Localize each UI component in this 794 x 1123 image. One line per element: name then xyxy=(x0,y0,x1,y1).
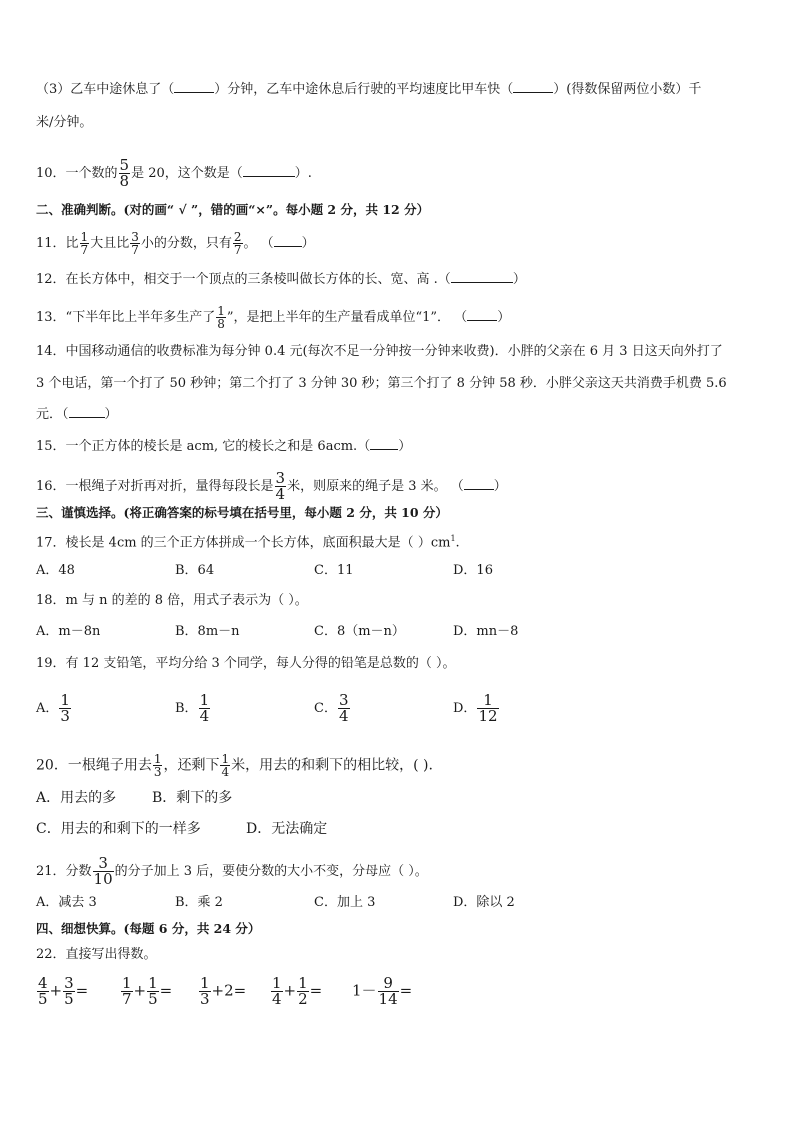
q21-option-d[interactable]: D．除以 2 xyxy=(453,895,515,910)
fraction xyxy=(199,976,211,1007)
text: （3）乙车中途休息了（ xyxy=(36,82,175,97)
expression-1 xyxy=(36,976,88,1007)
section-3-heading: 三、谨慎选择。(将正确答案的标号填在括号里，每小题 2 分，共 10 分） xyxy=(36,505,448,520)
text: . xyxy=(455,535,460,551)
label: B． xyxy=(175,701,198,716)
answer-blank[interactable] xyxy=(464,477,494,490)
text: ） xyxy=(104,407,118,422)
question-10 xyxy=(36,158,312,189)
expression-3 xyxy=(198,976,246,1007)
question-13 xyxy=(36,305,510,330)
fraction xyxy=(93,856,114,887)
operator: +2= xyxy=(211,981,247,1000)
expression-4 xyxy=(270,976,322,1007)
numerator: 3 xyxy=(64,974,74,992)
label: A． xyxy=(36,701,59,716)
numerator: 1 xyxy=(200,974,210,992)
denominator: 7 xyxy=(80,243,89,257)
text: ） xyxy=(512,272,526,287)
numerator: 2 xyxy=(233,230,242,244)
question-14-line3 xyxy=(36,405,118,425)
question-21 xyxy=(36,856,428,887)
text: 16．一根绳子对折再对折，量得每段长是 xyxy=(36,479,274,494)
text: ，还剩下 xyxy=(163,757,220,774)
q18-option-d[interactable]: D．mn－8 xyxy=(453,624,519,639)
answer-blank[interactable] xyxy=(274,234,302,247)
denominator: 4 xyxy=(221,765,230,779)
denominator: 4 xyxy=(272,990,282,1008)
text: 17．棱长是 4cm 的三个正方体拼成一个长方体，底面积最大是（ ）cm xyxy=(36,535,451,551)
text: 大且比 xyxy=(90,236,130,251)
question-14-line2: 3 个电话，第一个打了 50 秒钟；第二个打了 3 分钟 30 秒；第三个打了 8 分钟 58 秒．小胖父亲这天共消费手机费 5.6 xyxy=(36,376,727,391)
denominator: 7 xyxy=(131,243,139,257)
text: ）(得数保留两位小数）千 xyxy=(553,82,702,97)
denominator: 7 xyxy=(233,243,242,257)
numerator: 1 xyxy=(483,691,493,709)
text: ）分钟，乙车中途休息后行驶的平均速度比甲车快（ xyxy=(214,82,514,97)
operator: + xyxy=(49,981,63,1000)
q17-option-d[interactable]: D．16 xyxy=(453,563,493,578)
text: 10．一个数的 xyxy=(36,166,118,181)
superscript: 1 xyxy=(450,534,456,543)
denominator: 2 xyxy=(298,990,308,1008)
fraction xyxy=(59,693,71,724)
text: ）. xyxy=(294,166,312,181)
denominator: 4 xyxy=(199,707,210,725)
text: 21．分数 xyxy=(36,864,92,879)
numerator: 3 xyxy=(338,691,349,709)
text: ） xyxy=(398,439,412,454)
numerator: 3 xyxy=(98,854,108,872)
answer-blank[interactable] xyxy=(174,80,214,93)
q9-part3-line1 xyxy=(36,80,701,100)
question-17 xyxy=(36,529,460,553)
numerator: 1 xyxy=(153,752,162,766)
fraction xyxy=(220,753,230,778)
denominator: 4 xyxy=(275,485,286,503)
operator: + xyxy=(283,981,297,1000)
fraction xyxy=(271,976,283,1007)
q9-part3-line2 xyxy=(36,113,92,133)
q19-option-c[interactable] xyxy=(314,693,351,724)
fraction xyxy=(199,693,211,724)
answer-blank[interactable] xyxy=(243,164,295,177)
q19-option-a[interactable] xyxy=(36,693,72,724)
denominator: 10 xyxy=(93,870,113,888)
expression-2 xyxy=(120,976,172,1007)
equals: = xyxy=(399,981,413,1000)
q21-option-c[interactable]: C．加上 3 xyxy=(314,895,376,910)
section-2-heading: 二、准确判断。(对的画“ √ ”，错的画“×”。每小题 2 分，共 12 分） xyxy=(36,202,430,217)
denominator: 12 xyxy=(478,707,498,725)
numerator: 3 xyxy=(131,230,139,244)
text: ） xyxy=(301,236,315,251)
question-19: 19．有 12 支铅笔，平均分给 3 个同学，每人分得的铅笔是总数的（ ）。 xyxy=(36,656,456,671)
numerator: 3 xyxy=(275,469,286,487)
answer-blank[interactable] xyxy=(451,270,513,283)
numerator: 1 xyxy=(199,691,210,709)
text: 米，则原来的绳子是 3 米。 （ xyxy=(287,479,464,494)
q21-option-b[interactable]: B．乘 2 xyxy=(175,895,223,910)
numerator: 5 xyxy=(119,156,130,174)
numerator: 1 xyxy=(60,691,70,709)
label: D． xyxy=(453,701,477,716)
question-18: 18．m 与 n 的差的 8 倍，用式子表示为（ ）。 xyxy=(36,593,308,608)
numerator: 1 xyxy=(221,752,230,766)
q21-option-a[interactable]: A．减去 3 xyxy=(36,895,97,910)
text: 1－ xyxy=(352,981,377,1000)
text: 。 （ xyxy=(243,236,274,251)
text: 13．“下半年比上半年多生产了 xyxy=(36,310,216,325)
expression-5 xyxy=(352,976,412,1007)
denominator: 7 xyxy=(122,990,132,1008)
text: 15．一个正方体的棱长是 acm, 它的棱长之和是 6acm.（ xyxy=(36,439,371,454)
fraction xyxy=(275,471,287,502)
fraction xyxy=(80,231,90,256)
denominator: 5 xyxy=(38,990,48,1008)
q17-option-b[interactable]: B．64 xyxy=(175,563,215,578)
text: ） xyxy=(497,310,511,325)
text: 元．（ xyxy=(36,407,69,422)
fraction xyxy=(119,158,131,189)
numerator: 1 xyxy=(80,230,89,244)
text: 12．在长方体中，相交于一个顶点的三条棱叫做长方体的长、宽、高 .（ xyxy=(36,272,451,287)
text: 米，用去的和剩下的相比较，( ). xyxy=(231,757,433,774)
text: 米/分钟。 xyxy=(36,115,93,130)
numerator: 1 xyxy=(217,304,225,318)
numerator: 9 xyxy=(383,974,393,992)
equals: = xyxy=(159,981,173,1000)
text: 20．一根绳子用去 xyxy=(36,757,152,774)
answer-blank[interactable] xyxy=(69,405,105,418)
denominator: 4 xyxy=(338,707,349,725)
text: 11．比 xyxy=(36,236,79,251)
equals: = xyxy=(309,981,323,1000)
q17-option-c[interactable]: C．11 xyxy=(314,563,354,578)
operator: + xyxy=(133,981,147,1000)
answer-blank[interactable] xyxy=(370,437,398,450)
question-15 xyxy=(36,437,411,457)
denominator: 3 xyxy=(153,765,162,779)
denominator: 5 xyxy=(64,990,74,1008)
q19-option-d[interactable] xyxy=(453,693,500,724)
answer-blank[interactable] xyxy=(513,80,553,93)
q18-option-b[interactable]: B．8m－n xyxy=(175,624,240,639)
label: C． xyxy=(314,701,337,716)
denominator: 14 xyxy=(378,990,398,1008)
fraction xyxy=(121,976,133,1007)
fraction xyxy=(233,231,243,256)
denominator: 5 xyxy=(148,990,158,1008)
question-11 xyxy=(36,231,315,256)
q18-option-a[interactable]: A．m－8n xyxy=(36,624,101,639)
question-22: 22．直接写出得数。 xyxy=(36,947,157,962)
fraction xyxy=(63,976,75,1007)
fraction xyxy=(378,976,399,1007)
question-14-line1: 14．中国移动通信的收费标准为每分钟 0.4 元(每次不足一分钟按一分钟来收费)．小胖的父亲在 6 月 3 日这天向外打了 xyxy=(36,344,723,359)
q20-option-c[interactable]: C．用去的和剩下的一样多 xyxy=(36,821,201,837)
numerator: 1 xyxy=(148,974,158,992)
q19-option-b[interactable] xyxy=(175,693,211,724)
text: ） xyxy=(493,479,507,494)
q17-option-a[interactable]: A．48 xyxy=(36,563,75,578)
numerator: 1 xyxy=(122,974,132,992)
q20-option-b[interactable]: B．剩下的多 xyxy=(152,790,233,806)
numerator: 1 xyxy=(272,974,282,992)
q20-option-a[interactable]: A．用去的多 xyxy=(36,790,117,806)
fraction xyxy=(37,976,49,1007)
numerator: 1 xyxy=(298,974,308,992)
question-20 xyxy=(36,753,433,778)
text: ”，是把上半年的生产量看成单位“1”． （ xyxy=(226,310,468,325)
fraction xyxy=(297,976,309,1007)
text: 小的分数，只有 xyxy=(140,236,232,251)
text: 的分子加上 3 后，要使分数的大小不变，分母应（ ）。 xyxy=(114,864,428,879)
q20-option-d[interactable]: D．无法确定 xyxy=(246,821,328,837)
fraction xyxy=(153,753,163,778)
denominator: 3 xyxy=(60,707,70,725)
section-4-heading: 四、细想快算。(每题 6 分，共 24 分） xyxy=(36,921,261,936)
denominator: 8 xyxy=(119,172,130,190)
fraction xyxy=(216,305,226,330)
q18-option-c[interactable]: C．8（m－n） xyxy=(314,624,405,639)
fraction xyxy=(477,693,498,724)
question-16 xyxy=(36,471,507,502)
denominator: 8 xyxy=(217,317,225,331)
text: 是 20，这个数是（ xyxy=(131,166,243,181)
denominator: 3 xyxy=(200,990,210,1008)
fraction xyxy=(338,693,350,724)
answer-blank[interactable] xyxy=(467,308,497,321)
fraction xyxy=(147,976,159,1007)
numerator: 4 xyxy=(38,974,48,992)
question-12 xyxy=(36,270,526,290)
fraction xyxy=(130,231,140,256)
equals: = xyxy=(75,981,89,1000)
